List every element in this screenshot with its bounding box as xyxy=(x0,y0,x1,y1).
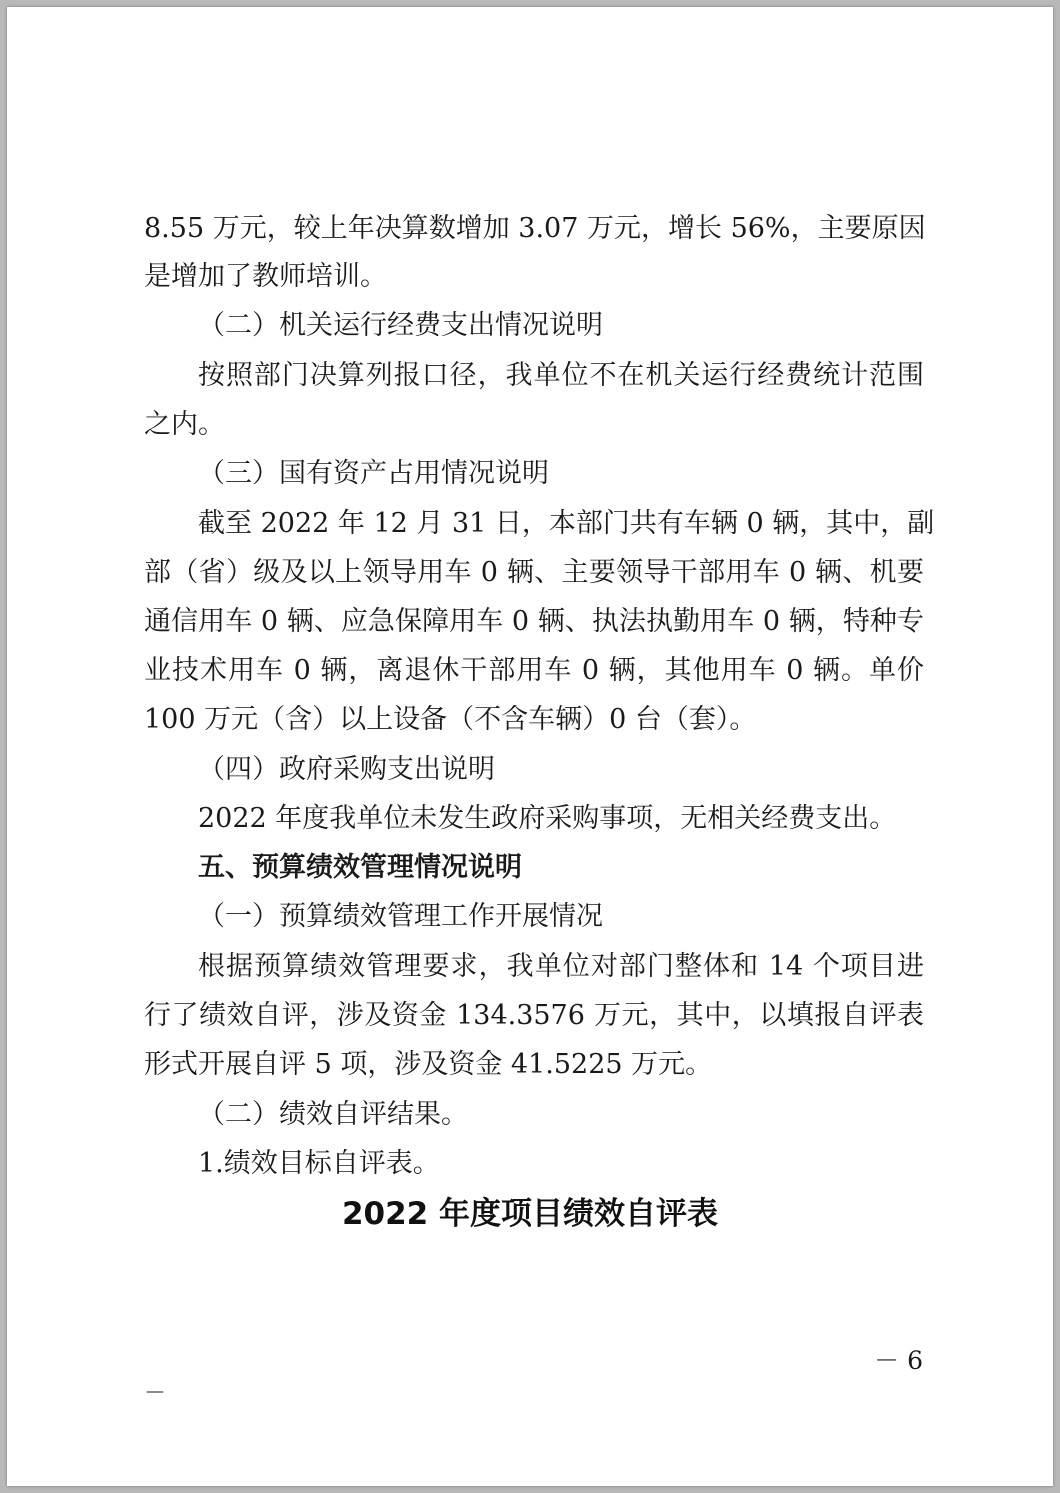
body-line: 行了绩效自评，涉及资金 134.3576 万元，其中，以填报自评表 xyxy=(144,1000,924,1031)
body-line: 通信用车 0 辆、应急保障用车 0 辆、执法执勤用车 0 辆，特种专 xyxy=(144,606,924,637)
body-line: 根据预算绩效管理要求，我单位对部门整体和 14 个项目进 xyxy=(198,951,924,982)
subsection-heading: （四）政府采购支出说明 xyxy=(198,754,495,785)
document-page xyxy=(7,7,1053,1486)
body-line: 2022 年度我单位未发生政府采购事项，无相关经费支出。 xyxy=(198,803,897,834)
body-line: 8.55 万元，较上年决算数增加 3.07 万元，增长 56%，主要原因 xyxy=(144,213,926,244)
body-line: 形式开展自评 5 项，涉及资金 41.5225 万元。 xyxy=(144,1049,713,1080)
subsection-heading: （三）国有资产占用情况说明 xyxy=(198,458,549,489)
page-number-tail: － xyxy=(144,1381,167,1406)
body-line: 业技术用车 0 辆，离退休干部用车 0 辆，其他用车 0 辆。单价 xyxy=(144,655,924,686)
body-line: 是增加了教师培训。 xyxy=(144,261,387,292)
body-line: 部（省）级及以上领导用车 0 辆、主要领导干部用车 0 辆、机要 xyxy=(144,557,924,588)
subsection-heading: （二）机关运行经费支出情况说明 xyxy=(198,310,603,341)
subsection-heading: （一）预算绩效管理工作开展情况 xyxy=(198,901,603,932)
section-heading: 五、预算绩效管理情况说明 xyxy=(198,852,522,883)
body-line: 100 万元（含）以上设备（不含车辆）0 台（套）。 xyxy=(144,704,757,735)
body-line: 1.绩效目标自评表。 xyxy=(198,1148,440,1179)
subsection-heading: （二）绩效自评结果。 xyxy=(198,1099,468,1130)
body-line: 之内。 xyxy=(144,409,225,440)
page-number: － 6 xyxy=(874,1346,923,1375)
table-title: 2022 年度项目绩效自评表 xyxy=(341,1196,719,1232)
body-line: 截至 2022 年 12 月 31 日，本部门共有车辆 0 辆，其中，副 xyxy=(198,508,935,539)
body-line: 按照部门决算列报口径，我单位不在机关运行经费统计范围 xyxy=(198,360,924,391)
